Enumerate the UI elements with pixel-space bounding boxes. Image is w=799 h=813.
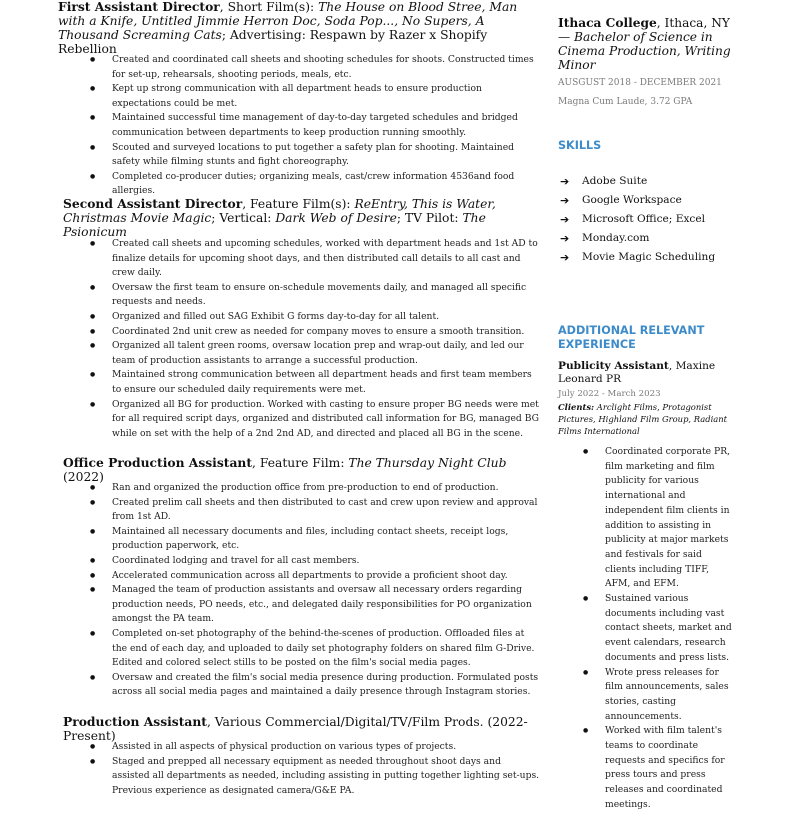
- arrow-icon: ➔: [560, 175, 570, 188]
- job-title: First Assistant Director: [58, 0, 220, 14]
- school-name: Ithaca College: [558, 16, 657, 30]
- bullet-item: ● Accelerated communication across all departments to provide a proficient shoot day.: [112, 569, 540, 584]
- film-list: The Thursday Night Club: [348, 456, 507, 470]
- bullet-item: ● Organized all talent green rooms, oversaw location prep and wrap-out daily, and led our team of production assistants to arrange a successful production.: [112, 339, 540, 368]
- skill-item: ➔ Microsoft Office; Excel: [582, 210, 722, 229]
- job-bullets: [112, 53, 540, 199]
- job-bullets: [112, 481, 540, 700]
- bullet-item: ● Scouted and surveyed locations to put together a safety plan for shooting. Maintained safety while filming stunts and fight choreography.: [112, 141, 540, 170]
- bullet-item: ● Completed co-producer duties; organizing meals, cast/crew information 4536and food allergies.: [112, 170, 540, 199]
- bullet-item: ● Staged and prepped all necessary equipment as needed throughout shoot days and assisted all departments as needed, including assisting in putting together lighting set-ups. Previous experience as designated camera/G&E PA.: [112, 755, 540, 799]
- arrow-icon: ➔: [560, 232, 570, 245]
- bullet-item: ● Oversaw and created the film's social media presence during production. Formulated posts across all social media pages and maintained a daily presence through Instagram stories.: [112, 671, 540, 700]
- skills-heading: SKILLS: [558, 139, 602, 152]
- skill-item: ➔ Google Workspace: [582, 191, 722, 210]
- bullet-item: ● Assisted in all aspects of physical production on various types of projects.: [112, 740, 540, 755]
- bullet-item: ● Worked with film talent's teams to coordinate requests and specifics for press tours and press releases and coordinated meetings.: [605, 724, 735, 812]
- degree: — Bachelor of Science in Cinema Production, Writing Minor: [558, 30, 731, 72]
- bullet-item: ● Managed the team of production assistants and oversaw all necessary orders regarding production needs, PO needs, etc., and delegated daily responsibilities for PO organization amongst the PA team.: [112, 583, 540, 627]
- film-list: ReEntry, This is Water, Christmas Movie Magic: [63, 197, 496, 225]
- clients-line: Clients: Arclight Films, Protagonist Pictures, Highland Film Group, Radiant Films International: [558, 402, 728, 436]
- education-dates: AUSGUST 2018 - DECEMBER 2021: [558, 78, 722, 88]
- skill-item: ➔ Monday.com: [582, 229, 722, 248]
- job-title: Second Assistant Director: [63, 196, 243, 211]
- job-heading: Second Assistant Director, Feature Film(s): ReEntry, This is Water, Christmas Movie Magic; Vertical: Dark Web of Desire; TV Pilot: The Psionicum: [63, 196, 496, 239]
- bullet-item: ● Maintained strong communication between all department heads and first team members to ensure our scheduled daily requirements were met.: [112, 368, 540, 397]
- job-bullets: [112, 237, 540, 441]
- skill-item: ➔ Adobe Suite: [582, 172, 722, 191]
- bullet-item: ● Organized and filled out SAG Exhibit G forms day-to-day for all talent.: [112, 310, 540, 325]
- bullet-item: ● Kept up strong communication with all department heads to ensure production expectations could be met.: [112, 82, 540, 111]
- additional-job-heading: Publicity Assistant, Maxine Leonard PR: [558, 360, 716, 385]
- bullet-item: ● Oversaw the first team to ensure on-schedule movements daily, and managed all specific requests and needs.: [112, 281, 540, 310]
- bullet-item: ● Wrote press releases for film announcements, sales stories, casting announcements.: [605, 666, 735, 725]
- job-title: Office Production Assistant: [63, 455, 253, 470]
- additional-job-title: Publicity Assistant: [558, 360, 669, 372]
- bullet-item: ● Maintained all necessary documents and files, including contact sheets, receipt logs, production paperwork, etc.: [112, 525, 540, 554]
- additional-job-bullets: [605, 445, 735, 813]
- bullet-item: ● Ran and organized the production office from pre-production to end of production.: [112, 481, 540, 496]
- bullet-item: ● Organized all BG for production. Worked with casting to ensure proper BG needs were met for all required script days, organized and distributed call information for BG, managed BG while on set with the help of a 2nd 2nd AD, and directed and placed all BG in the scene.: [112, 398, 540, 442]
- additional-job-dates: July 2022 - March 2023: [558, 389, 661, 399]
- bullet-item: ● Coordinated lodging and travel for all cast members.: [112, 554, 540, 569]
- bullet-item: ● Created and coordinated call sheets and shooting schedules for shoots. Constructed times for set-up, rehearsals, shooting periods, meals, etc.: [112, 53, 540, 82]
- job-heading: Office Production Assistant, Feature Film: The Thursday Night Club (2022): [63, 455, 507, 484]
- job-heading: First Assistant Director, Short Film(s): The House on Blood Stree, Man with a Knife, Untitled Jimmie Herron Doc, Soda Pop..., No Supers, A Thousand Screaming Cats; Advertising: Respawn by Razer x Shopify Rebellion: [58, 0, 518, 56]
- additional-experience-heading: ADDITIONAL RELEVANT EXPERIENCE: [558, 324, 705, 351]
- arrow-icon: ➔: [560, 194, 570, 207]
- job-bullets: [112, 740, 540, 798]
- job-heading: Production Assistant, Various Commercial/Digital/TV/Film Prods. (2022- Present): [63, 714, 528, 743]
- education-honors: Magna Cum Laude, 3.72 GPA: [558, 97, 693, 107]
- bullet-item: ● Sustained various documents including vast contact sheets, market and event calendars, research documents and press lists.: [605, 592, 735, 666]
- film-list: The House on Blood Stree, Man with a Knife, Untitled Jimmie Herron Doc, Soda Pop..., No Supers, A Thousand Screaming Cats: [58, 0, 518, 42]
- bullet-item: ● Coordinated corporate PR, film marketing and film publicity for various international and independent film clients in addition to assisting in publicity at major markets and festivals for said clients including TIFF, AFM, and EFM.: [605, 445, 735, 592]
- bullet-item: ● Maintained successful time management of day-to-day targeted schedules and bridged communication between departments to keep production running smoothly.: [112, 111, 540, 140]
- skills-list: [560, 172, 722, 267]
- arrow-icon: ➔: [560, 213, 570, 226]
- bullet-item: ● Created prelim call sheets and then distributed to cast and crew upon review and approval from 1st AD.: [112, 496, 540, 525]
- job-title: Production Assistant: [63, 714, 207, 729]
- education-entry: Ithaca College, Ithaca, NY — Bachelor of Science in Cinema Production, Writing Minor: [558, 16, 731, 72]
- bullet-item: ● Coordinated 2nd unit crew as needed for company moves to ensure a smooth transition.: [112, 325, 540, 340]
- skill-item: ➔ Movie Magic Scheduling: [582, 248, 722, 267]
- arrow-icon: ➔: [560, 251, 570, 264]
- bullet-item: ● Completed on-set photography of the behind-the-scenes of production. Offloaded files at the end of each day, and uploaded to daily set photography folders on shared film G-Drive. Edited and colored select stills to be posted on the film's social media pages.: [112, 627, 540, 671]
- sidebar-column: [558, 0, 738, 810]
- bullet-item: ● Created call sheets and upcoming schedules, worked with department heads and 1st AD to finalize details for upcoming shoot days, and then distributed call details to all cast and crew daily.: [112, 237, 540, 281]
